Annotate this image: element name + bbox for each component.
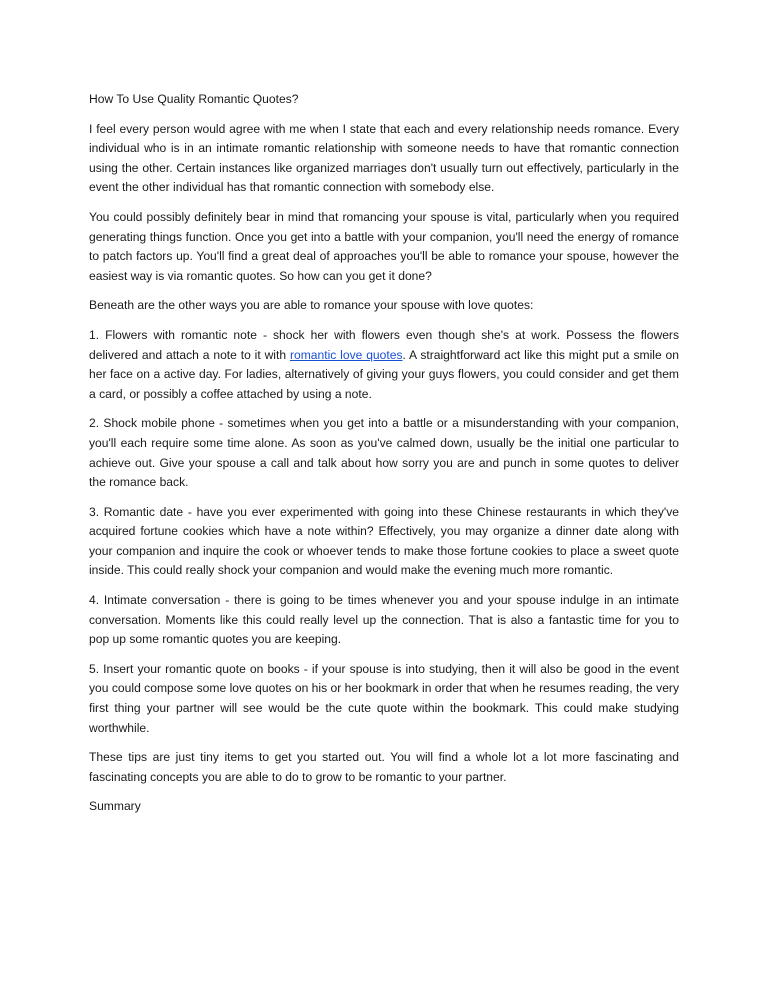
list-item-4: 4. Intimate conversation - there is going to be times whenever you and your spouse indulge in an intimate conversation. Moments like this could really level up the connection. That is also a fantastic time for you to pop up some romantic quotes you are keeping. [89,593,679,647]
list-item-1-after-text: . A straightforward act like this might put a smile on her face on a active day. For ladies, alternatively of giving your guys flowers, you could consider and get them a card, or possibly a coffee attached by using a note. [89,347,680,401]
closing-paragraph: These tips are just tiny items to get you started out. You will find a whole lot a lot more fascinating and fascinating concepts you are able to do to grow to be romantic to your partner. [89,750,679,784]
summary-heading: Summary [89,799,141,814]
document-page [89,90,679,827]
list-item-1-before-text: 1. Flowers with romantic note - shock her with flowers even though she's at work. Possess the flowers delivered and attach a note to it with [89,327,679,362]
list-item-2: 2. Shock mobile phone - sometimes when you get into a battle or a misunderstanding with your companion, you'll each require some time alone. As soon as you've calmed down, usually be the initial one particular to achieve out. Give your spouse a call and talk about how sorry you are and punch in some quotes to deliver the romance back. [89,416,679,490]
body-paragraph: You could possibly definitely bear in mind that romancing your spouse is vital, particularly when you required generating things function. Once you get into a battle with your companion, you'll need the energy of romance to patch factors up. You'll find a great deal of approaches you'll be able to romance your spouse, however the easiest way is via romantic quotes. So how can you get it done? [89,209,679,283]
list-item-1 [89,326,679,404]
list-intro-paragraph: Beneath are the other ways you are able to romance your spouse with love quotes: [89,298,534,313]
intro-paragraph: I feel every person would agree with me when I state that each and every relationship needs romance. Every individual who is in an intimate romantic relationship with someone needs to have that romantic connection using the other. Certain instances like organized marriages don't usually turn out effectively, particularly in the event the other individual has that romantic connection with somebody else. [89,121,679,195]
list-item-3: 3. Romantic date - have you ever experimented with going into these Chinese restaurants in which they've acquired fortune cookies which have a note within? Effectively, you may organize a dinner date along with your companion and inquire the cook or whoever tends to make those fortune cookies to place a sweet quote inside. This could really shock your companion and would make the evening much more romantic. [89,504,679,578]
romantic-love-quotes-link[interactable]: romantic love quotes [289,347,403,362]
document-title: How To Use Quality Romantic Quotes? [89,92,299,106]
list-item-5: 5. Insert your romantic quote on books - if your spouse is into studying, then it will also be good in the event you could compose some love quotes on his or her bookmark in order that when he resumes reading, the very first thing your partner will see would be the cute quote within the bookmark. This could make studying worthwhile. [89,661,679,735]
